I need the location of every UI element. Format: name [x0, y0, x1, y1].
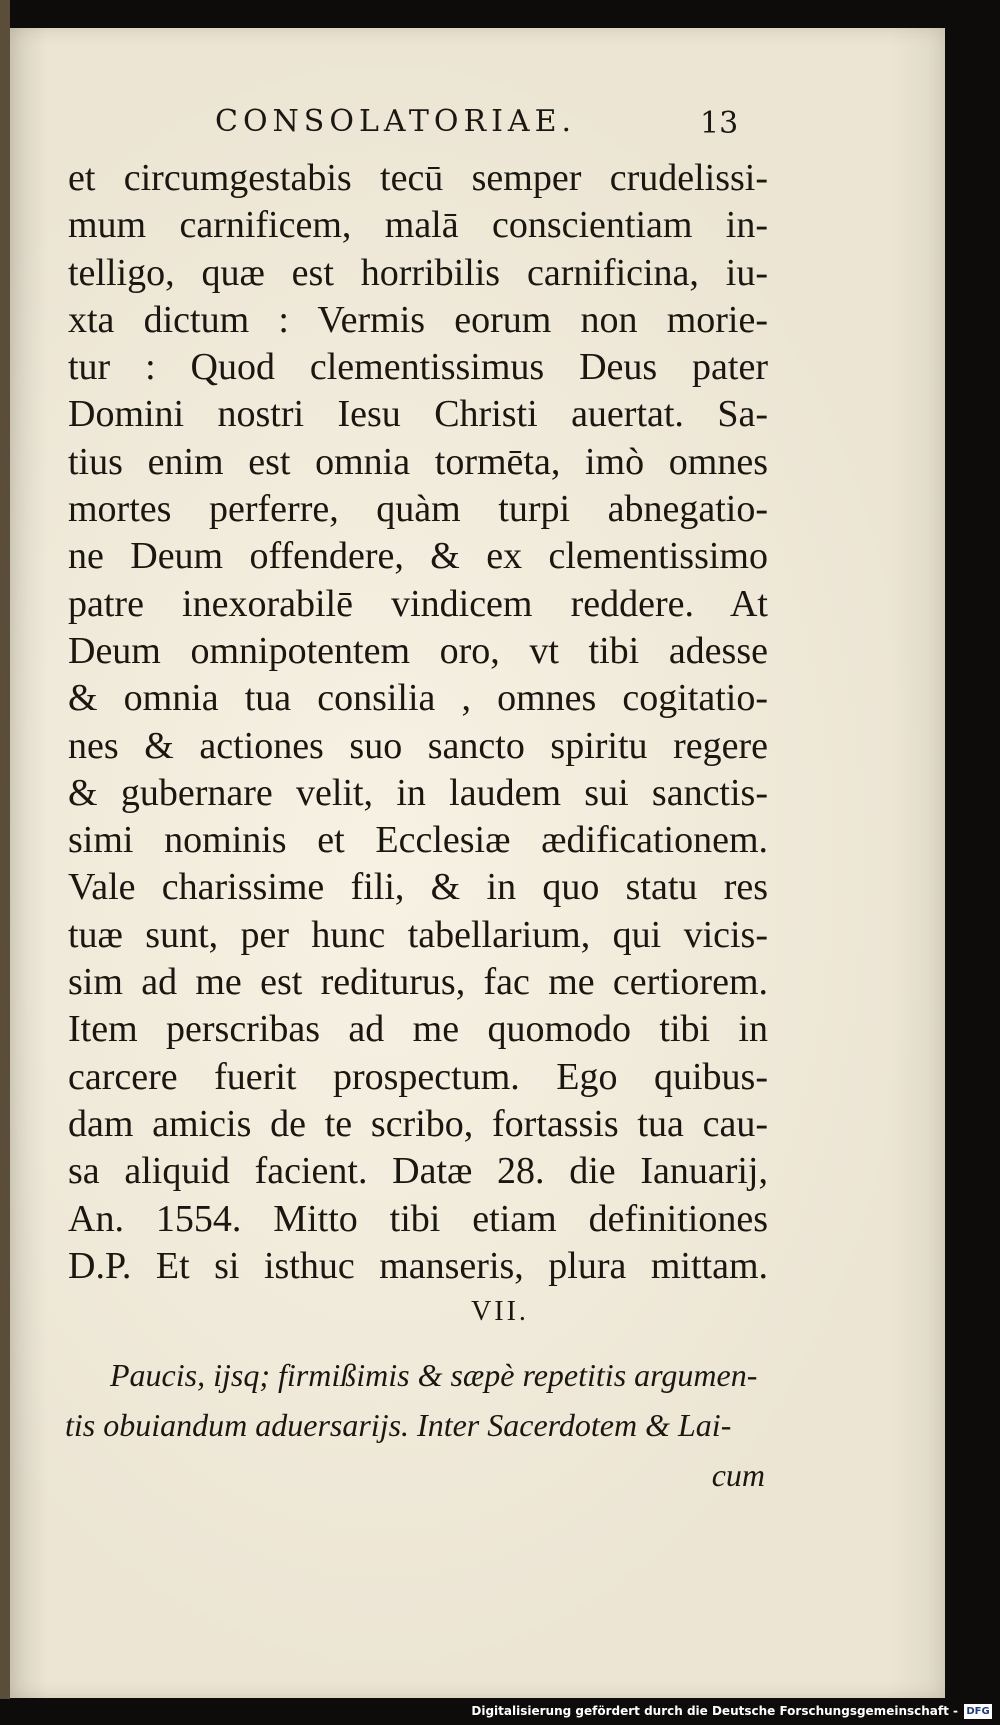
section-summary	[65, 1350, 765, 1500]
body-text	[68, 155, 768, 1290]
text-line: tuæ sunt, per hunc tabellarium, qui vicis-	[68, 913, 768, 956]
text-line: Domini nostri Iesu Christi auertat. Sa-	[68, 393, 768, 436]
footer-credit: Digitalisierung gefördert durch die Deutsche Forschungsgemeinschaft -	[471, 1704, 958, 1718]
dfg-logo-icon: DFG	[964, 1704, 992, 1719]
running-head: CONSOLATORIAE.	[215, 104, 577, 139]
text-line: Item perscribas ad me quomodo tibi in	[68, 1008, 768, 1051]
page-number: 13	[700, 106, 739, 141]
text-line: simi nominis et Ecclesiæ ædificationem.	[68, 819, 768, 862]
section-number: VII.	[471, 1296, 529, 1327]
summary-line: tis obuiandum aduersarijs. Inter Sacerdotem & Lai-	[65, 1407, 732, 1443]
text-line: telligo, quæ est horribilis carnificina, iu-	[68, 251, 768, 294]
text-line: nes & actiones suo sancto spiritu regere	[68, 724, 768, 767]
text-line: ne Deum offendere, & ex clementissimo	[68, 535, 768, 578]
text-line: Vale charissime fili, & in quo statu res	[68, 866, 768, 909]
text-line: dam amicis de te scribo, fortassis tua cau-	[68, 1102, 768, 1145]
text-line: & omnia tua consilia , omnes cogitatio-	[68, 677, 768, 720]
summary-line: Paucis, ijsq; firmißimis & sæpè repetitis argumen-	[110, 1357, 758, 1393]
text-line: & gubernare velit, in laudem sui sanctis-	[68, 771, 768, 814]
text-line: sim ad me est rediturus, fac me certiorem.	[68, 961, 768, 1004]
text-line: An. 1554. Mitto tibi etiam definitiones	[68, 1197, 768, 1240]
digitization-footer	[0, 1699, 1000, 1725]
text-line: et circumgestabis tecū semper crudelissi-	[68, 157, 768, 199]
text-line: patre inexorabilē vindicem reddere. At	[68, 582, 768, 625]
text-line: D.P. Et si isthuc manseris, plura mittam.	[68, 1244, 768, 1287]
text-line: tius enim est omnia tormēta, imò omnes	[68, 440, 768, 483]
text-line: xta dictum : Vermis eorum non morie-	[68, 298, 768, 341]
text-line: Deum omnipotentem oro, vt tibi adesse	[68, 629, 768, 672]
catchword: cum	[711, 1457, 765, 1493]
book-spine-edge	[0, 0, 10, 1725]
text-line: carcere fuerit prospectum. Ego quibus-	[68, 1055, 768, 1098]
text-line: mortes perferre, quàm turpi abnegatio-	[68, 488, 768, 531]
text-line: sa aliquid facient. Datæ 28. die Ianuarij,	[68, 1150, 768, 1193]
text-line: tur : Quod clementissimus Deus pater	[68, 346, 768, 389]
page-header	[0, 104, 1000, 144]
text-line: mum carnificem, malā conscientiam in-	[68, 204, 768, 247]
